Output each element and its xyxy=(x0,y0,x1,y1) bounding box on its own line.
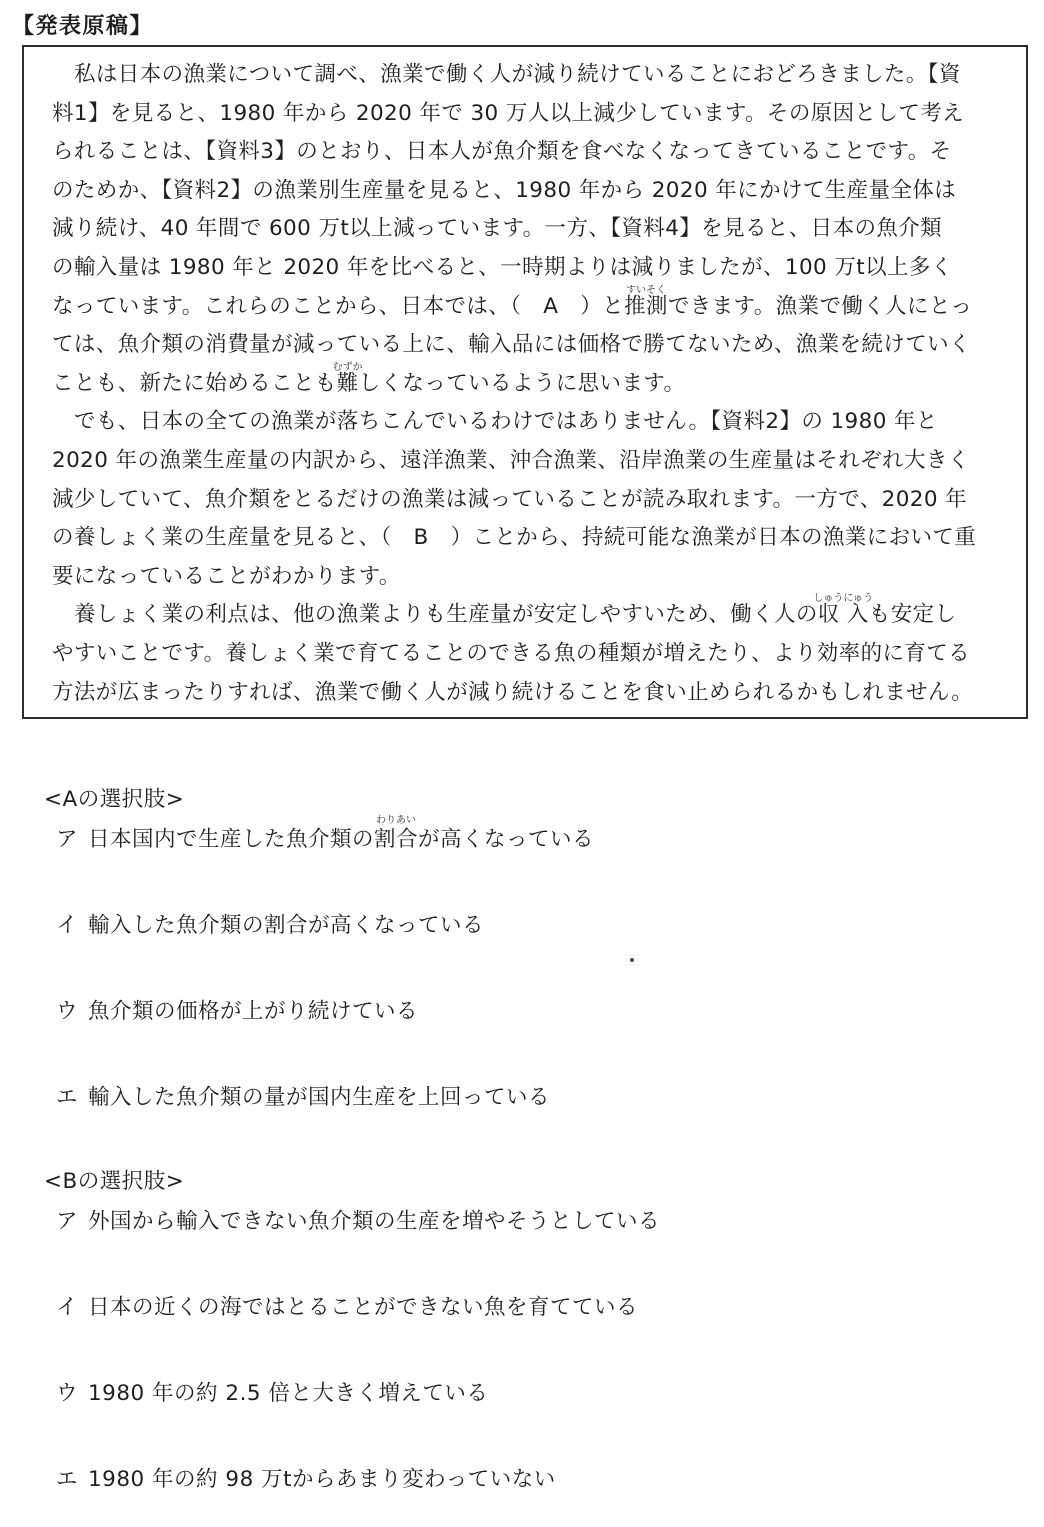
manuscript-line xyxy=(52,674,1002,713)
choice-option xyxy=(56,815,595,855)
text-segment: 魚介類の価格が上がり続けている xyxy=(88,999,419,1024)
text-segment: 1980 年の約 2.5 倍と大きく増えている xyxy=(88,1381,489,1406)
text-segment: 輸入した魚介類の割合が高くなっている xyxy=(88,913,485,938)
ruby-base-text: 割合 xyxy=(374,827,419,852)
text-segment: やすいことです。養しょく業で育てることのできる魚の種類が増えたり、より効率的に育てる xyxy=(52,640,971,666)
choice-option xyxy=(56,1207,660,1237)
choice-option-text xyxy=(88,1465,556,1495)
choice-option-marker: ア xyxy=(56,827,79,852)
text-segment: の養しょく業の生産量を見ると、（ B ）ことから、持続可能な漁業が日本の漁業において重 xyxy=(52,525,977,551)
text-segment: の輸入量は 1980 年と 2020 年を比べると、一時期よりは減りましたが、100 万t以上多く xyxy=(52,254,953,280)
choice-option-text xyxy=(88,1083,550,1113)
text-segment: ことも、新たに始めることも xyxy=(52,370,337,396)
choice-option-text xyxy=(88,911,484,941)
ruby-annotated-text xyxy=(813,593,874,635)
choice-option xyxy=(56,997,418,1027)
text-segment: 輸入した魚介類の量が国内生産を上回っている xyxy=(88,1085,551,1110)
choice-option xyxy=(56,1379,488,1409)
manuscript-line xyxy=(52,481,1002,520)
choice-option xyxy=(56,1293,638,1323)
text-segment: ては、魚介類の消費量が減っている上に、輸入品には価格で勝てないため、漁業を続けていく xyxy=(52,332,971,358)
furigana-label: すいそく xyxy=(625,284,666,296)
choice-option-marker: エ xyxy=(56,1085,79,1110)
manuscript-line xyxy=(52,635,1002,674)
ruby-base-text: 推測 xyxy=(624,293,668,319)
text-segment: できます。漁業で働く人にとっ xyxy=(667,293,973,319)
text-segment: なっています。これらのことから、日本では、（ A ）と xyxy=(52,293,625,319)
text-segment: 方法が広まったりすれば、漁業で働く人が減り続けることを食い止められるかもしれません。 xyxy=(52,679,974,705)
choice-option-marker: イ xyxy=(56,913,79,938)
text-segment: が高くなっている xyxy=(418,827,595,852)
text-segment: 日本の近くの海ではとることができない魚を育てている xyxy=(88,1295,639,1320)
text-segment: も安定し xyxy=(868,602,957,628)
text-segment: 養しょく業の利点は、他の漁業よりも生産量が安定しやすいため、働く人の xyxy=(74,602,818,628)
furigana-label: むずか xyxy=(332,361,363,373)
page-title: 【発表原稿】 xyxy=(12,14,154,39)
choice-option-marker: イ xyxy=(56,1295,79,1320)
manuscript-line xyxy=(52,442,1002,481)
manuscript-line xyxy=(52,284,1002,327)
choice-option-marker: エ xyxy=(56,1467,79,1492)
text-segment: 2020 年の漁業生産量の内訳から、遠洋漁業、沖合漁業、沿岸漁業の生産量はそれぞれ大きく xyxy=(52,447,970,473)
choice-option-text xyxy=(88,1207,660,1237)
choice-group-heading: <Bの選択肢> xyxy=(44,1169,185,1194)
manuscript-line xyxy=(52,133,1002,172)
manuscript-line xyxy=(52,95,1002,134)
manuscript-line xyxy=(52,56,1002,95)
ruby-annotated-text xyxy=(374,815,419,855)
text-segment: 減り続け、40 年間で 600 万t以上減っています。一方、【資料4】を見ると、日本の魚介類 xyxy=(52,216,943,242)
ruby-annotated-text xyxy=(624,284,668,327)
manuscript-line xyxy=(52,361,1002,404)
choice-option-marker: ア xyxy=(56,1209,79,1234)
text-segment: 日本国内で生産した魚介類の xyxy=(88,827,375,852)
text-segment: 私は日本の漁業について調べ、漁業で働く人が減り続けていることにおどろきました。【資 xyxy=(74,62,961,87)
choice-option xyxy=(56,911,484,941)
text-segment: 料1】を見ると、1980 年から 2020 年で 30 万人以上減少しています。その原因として考え xyxy=(52,100,965,126)
manuscript-line xyxy=(52,172,1002,211)
choice-option-text xyxy=(88,1293,638,1323)
choice-option xyxy=(56,1083,550,1113)
manuscript-line xyxy=(52,326,1002,365)
manuscript-line xyxy=(52,210,1002,249)
manuscript-line xyxy=(52,403,1002,442)
furigana-label: わりあい xyxy=(376,815,417,826)
ruby-annotated-text xyxy=(332,361,363,404)
text-segment: しくなっているように思います。 xyxy=(358,370,686,396)
manuscript-line xyxy=(52,249,1002,288)
ruby-base-text: 難 xyxy=(336,370,359,396)
furigana-label: しゅうにゅう xyxy=(813,593,874,605)
text-segment: でも、日本の全ての漁業が落ちこんでいるわけではありません。【資料2】の 1980 年と xyxy=(74,409,938,435)
manuscript-line xyxy=(52,519,1002,558)
choice-option-text xyxy=(88,997,418,1027)
text-segment: 要になっていることがわかります。 xyxy=(52,563,401,589)
choice-group-heading: <Aの選択肢> xyxy=(44,787,185,812)
manuscript-box xyxy=(22,45,1028,719)
choice-option-text xyxy=(88,1379,488,1409)
choice-option-text xyxy=(88,815,595,855)
text-segment: 外国から輸入できない魚介類の生産を増やそうとしている xyxy=(88,1209,661,1234)
text-segment: 1980 年の約 98 万tからあまり変わっていない xyxy=(88,1467,556,1492)
ruby-base-text: 収 入 xyxy=(817,602,869,628)
manuscript-line xyxy=(52,558,1002,597)
choice-option-marker: ウ xyxy=(56,1381,79,1406)
choice-option xyxy=(56,1465,556,1495)
choice-option-marker: ウ xyxy=(56,999,79,1024)
text-segment: られることは、【資料3】のとおり、日本人が魚介類を食べなくなってきていることです。そ xyxy=(52,139,952,165)
text-segment: のためか、【資料2】の漁業別生産量を見ると、1980 年から 2020 年にかけて生産量全体は xyxy=(52,177,957,203)
text-segment: 減少していて、魚介類をとるだけの漁業は減っていることが読み取れます。一方で、2020 年 xyxy=(52,486,968,512)
manuscript-line xyxy=(52,593,1002,635)
scan-artifact-dot xyxy=(630,958,634,962)
